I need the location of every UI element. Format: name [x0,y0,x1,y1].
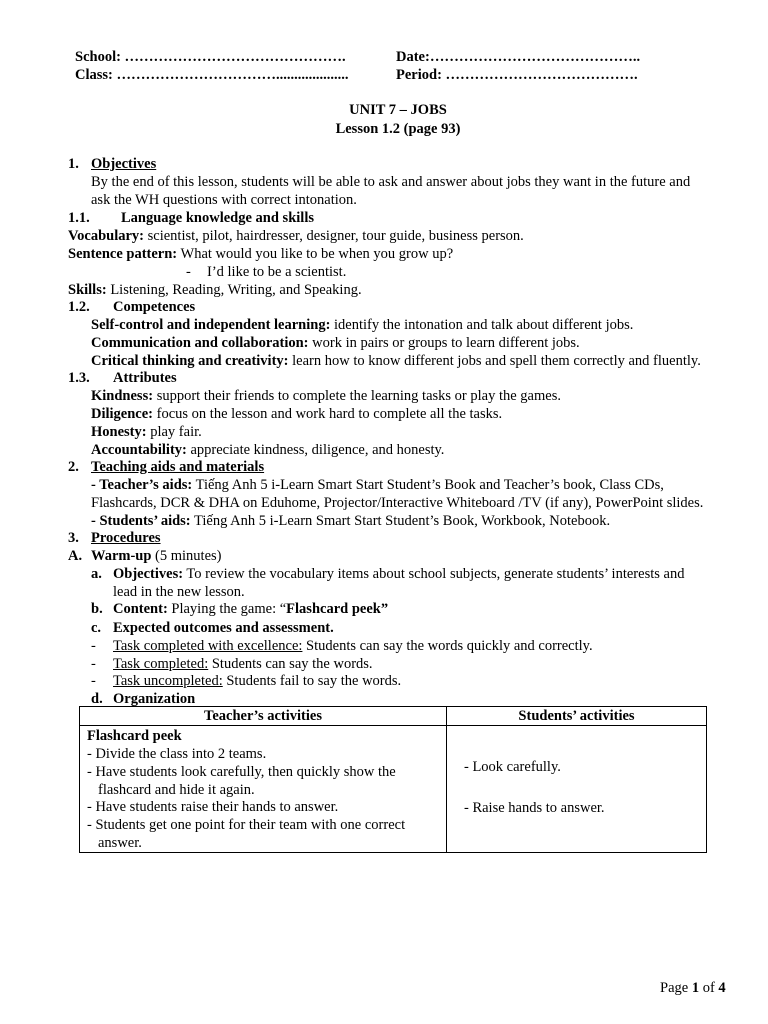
attribute-accountability [91,441,444,459]
teacher-aids-text: Tiếng Anh 5 i-Learn Smart Start Student’s Book and Teacher’s book, Class CDs, [192,477,664,493]
teacher-step-2-cont: flashcard and hide it again. [98,782,255,798]
teacher-step-4-cont: answer. [98,835,142,851]
students-aids-line [91,512,610,530]
students-aids-label: - Students’ aids: [91,513,191,529]
attribute-kindness-text: support their friends to complete the learning tasks or play the games. [153,388,561,404]
teacher-aids-text-2: Flashcards, DCR & DHA on Eduhome, Projector/Interactive Whiteboard /TV (if any), PowerPoint slides. [91,495,704,511]
school-label: School: [75,49,121,65]
warmup-label: Warm-up [91,548,152,564]
subsection-1-2-title: Competences [113,299,196,315]
attribute-diligence-label: Diligence: [91,406,154,422]
students-aids-text: Tiếng Anh 5 i-Learn Smart Start Student’s Book, Workbook, Notebook. [190,513,611,529]
competence-1-text: identify the intonation and talk about different jobs. [330,317,634,333]
subsection-1-2-number: 1.2. [68,299,90,315]
attribute-diligence [91,405,502,423]
attribute-accountability-label: Accountability: [91,442,187,458]
warmup-time: (5 minutes) [151,548,222,564]
school-dots: ………………………………………. [124,49,346,65]
item-a-letter: a. [91,566,102,582]
teacher-activities-cell [80,726,447,853]
competence-2-label: Communication and collaboration: [91,335,309,351]
teacher-activities-header: Teacher’s activities [80,707,447,726]
outcome-1-label: Task completed with excellence: [113,638,303,654]
vocabulary-line [68,227,524,245]
item-d-label: Organization [113,691,196,707]
period-label: Period: [396,67,442,83]
objectives-heading: Objectives [91,156,157,172]
teacher-step-3: - Have students raise their hands to answer. [87,799,339,815]
vocabulary-text: scientist, pilot, hairdresser, designer, tour guide, business person. [144,228,524,244]
outcome-3-dash: - [91,673,96,689]
teaching-aids-heading: Teaching aids and materials [91,459,265,475]
outcome-2-dash: - [91,656,96,672]
header-row-1 [75,48,346,66]
header-row-2 [75,66,349,84]
section-2-number: 2. [68,459,79,475]
item-a-text-2: lead in the new lesson. [113,584,245,600]
outcome-3 [113,672,401,690]
item-b-game: Flashcard peek” [286,601,389,617]
table-row [80,726,707,853]
item-b-label: Content: [113,601,168,617]
sentence-pattern-line [68,245,453,263]
game-title: Flashcard peek [87,728,182,744]
item-a-text: To review the vocabulary items about school subjects, generate students’ interests and [183,566,685,582]
warmup-letter: A. [68,548,83,564]
item-b-text: Playing the game: “ [167,601,287,617]
objectives-text-2: ask the WH questions with correct intonation. [91,192,357,208]
competence-3-text: learn how to know different jobs and spell them correctly and fluently. [288,353,701,369]
subsection-1-1-title: Language knowledge and skills [121,210,314,226]
teacher-step-2: - Have students look carefully, then quickly show the [87,764,396,780]
skills-label: Skills: [68,282,107,298]
warmup-line [91,547,222,565]
item-b-letter: b. [91,601,103,617]
page-footer [660,979,726,997]
item-d-letter: d. [91,691,103,707]
procedures-heading: Procedures [91,530,161,546]
vocabulary-label: Vocabulary: [68,228,144,244]
outcome-2-text: Students can say the words. [208,656,373,672]
unit-title: UNIT 7 – JOBS [349,102,447,118]
date-dots: …………………………………….. [429,49,641,65]
teacher-aids-line [91,476,664,494]
student-step-2: - Raise hands to answer. [464,800,605,816]
page-total: 4 [718,980,726,996]
attribute-honesty [91,423,202,441]
section-3-number: 3. [68,530,79,546]
competence-2-text: work in pairs or groups to learn different jobs. [308,335,580,351]
class-label: Class: [75,67,113,83]
period-field [396,66,638,84]
item-c-letter: c. [91,620,102,636]
skills-text: Listening, Reading, Writing, and Speaking. [106,282,362,298]
teacher-step-4: - Students get one point for their team with one correct [87,817,406,833]
attribute-honesty-label: Honesty: [91,424,147,440]
competence-3-label: Critical thinking and creativity: [91,353,289,369]
attribute-kindness-label: Kindness: [91,388,154,404]
outcome-3-label: Task uncompleted: [113,673,223,689]
attribute-diligence-text: focus on the lesson and work hard to complete all the tasks. [153,406,503,422]
sentence-pattern-text: What would you like to be when you grow up? [177,246,454,262]
section-number: 1. [68,156,79,172]
attribute-honesty-text: play fair. [146,424,202,440]
outcome-1 [113,637,593,655]
competence-3 [91,352,701,370]
skills-line [68,281,362,299]
activities-table [79,706,707,853]
date-label: Date: [396,49,430,65]
competence-1 [91,316,633,334]
table-header-row [80,707,707,726]
page-number: 1 [691,980,700,996]
subsection-1-3-number: 1.3. [68,370,90,386]
outcome-2 [113,655,373,673]
attribute-kindness [91,387,561,405]
subsection-1-3-title: Attributes [113,370,177,386]
attribute-accountability-text: appreciate kindness, diligence, and honesty. [186,442,445,458]
objectives-text-1: By the end of this lesson, students will be able to ask and answer about jobs they want in the future and [91,174,691,190]
page-of-label: of [699,980,719,996]
pattern-answer: I’d like to be a scientist. [207,264,347,280]
student-step-1: - Look carefully. [464,759,561,775]
outcome-1-dash: - [91,638,96,654]
outcome-3-text: Students fail to say the words. [222,673,402,689]
teacher-step-1: - Divide the class into 2 teams. [87,746,267,762]
class-dots: …………………………….................... [116,67,349,83]
item-a-line [113,565,684,583]
competence-2 [91,334,580,352]
item-a-label: Objectives: [113,566,184,582]
section-objectives [68,155,79,173]
item-c-label: Expected outcomes and assessment. [113,620,334,636]
outcome-2-label: Task completed: [113,656,209,672]
page-label: Page [660,980,692,996]
item-b-line [113,600,388,618]
lesson-title: Lesson 1.2 (page 93) [335,121,461,137]
pattern-answer-dash: - [186,264,191,280]
competence-1-label: Self-control and independent learning: [91,317,331,333]
sentence-pattern-label: Sentence pattern: [68,246,178,262]
students-activities-header: Students’ activities [447,707,707,726]
date-field [396,48,640,66]
outcome-1-text: Students can say the words quickly and correctly. [302,638,593,654]
students-activities-cell [447,726,707,853]
subsection-1-1-number: 1.1. [68,210,90,226]
teacher-aids-label: - Teacher’s aids: [91,477,193,493]
period-dots: …………………………………. [445,67,638,83]
